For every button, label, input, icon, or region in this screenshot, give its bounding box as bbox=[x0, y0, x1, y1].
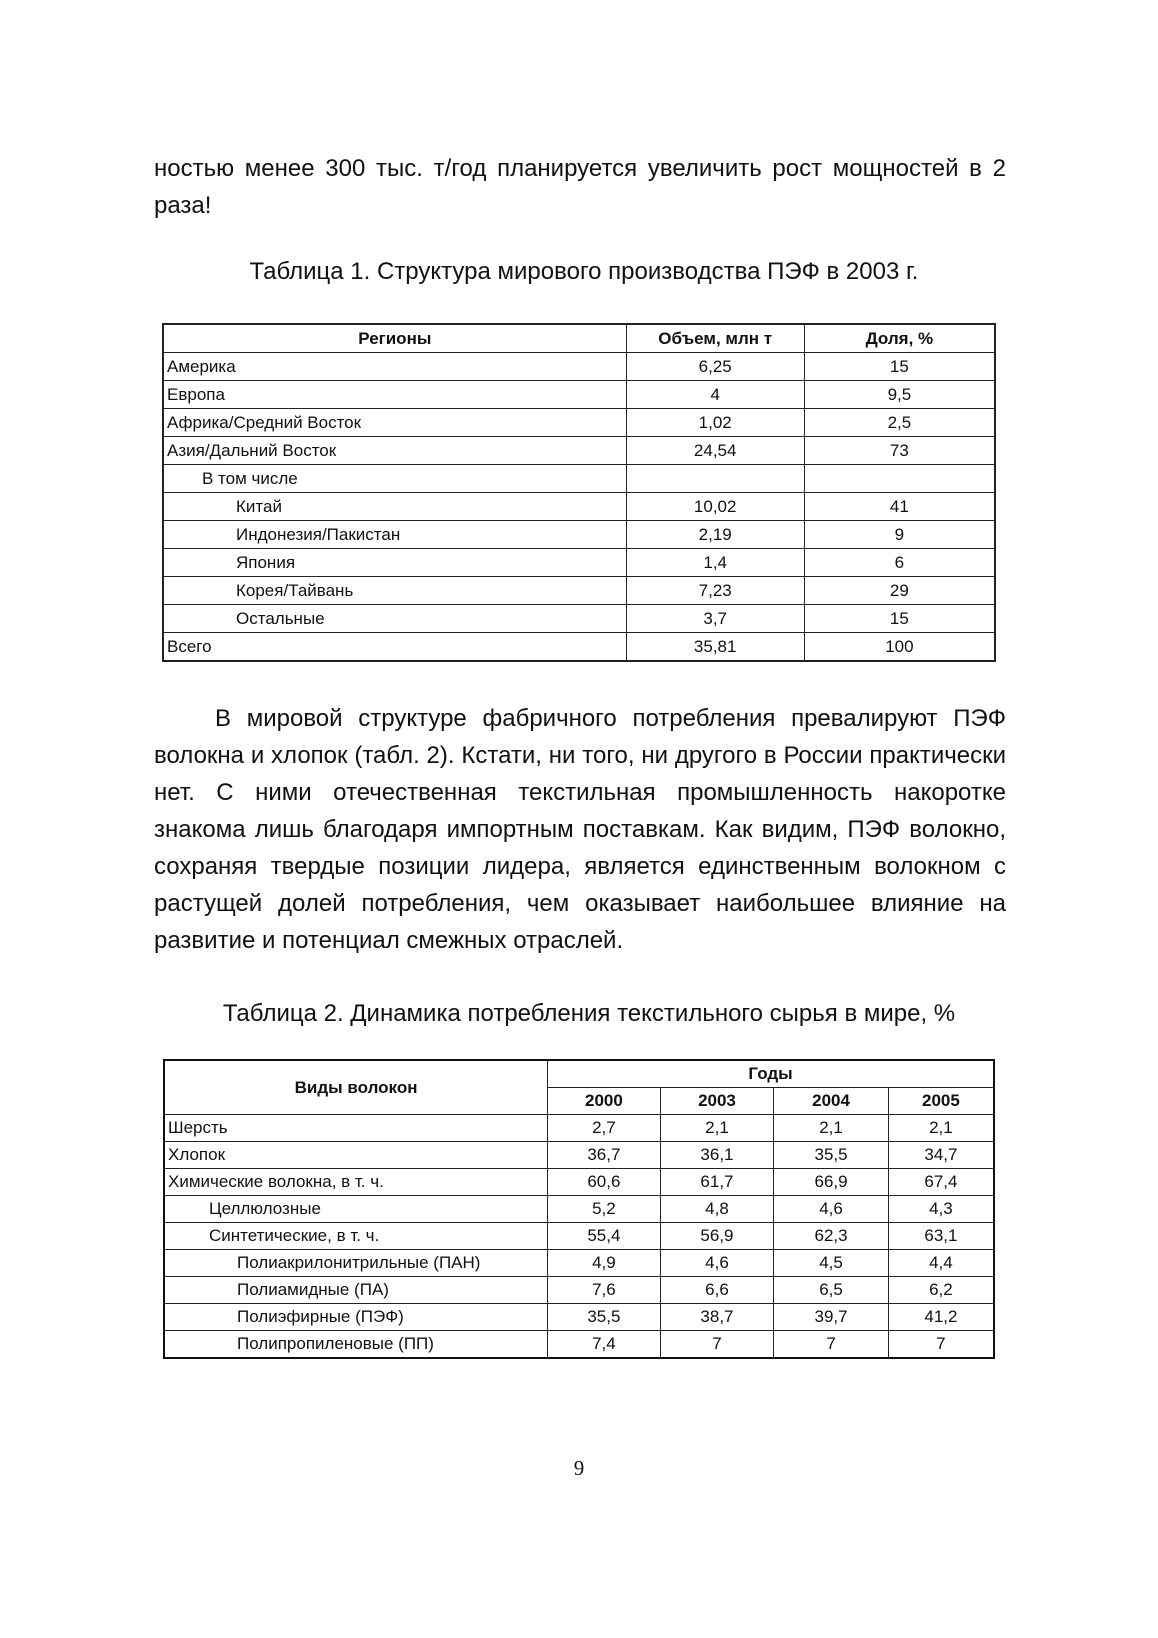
table1-header-row bbox=[163, 324, 995, 353]
value-cell: 7,4 bbox=[548, 1331, 661, 1359]
value-cell: 38,7 bbox=[660, 1304, 774, 1331]
value-cell: 2,1 bbox=[660, 1115, 774, 1142]
volume-cell: 10,02 bbox=[626, 493, 804, 521]
table-row bbox=[163, 493, 995, 521]
table2-header-row bbox=[164, 1060, 994, 1088]
value-cell: 7,6 bbox=[548, 1277, 661, 1304]
value-cell: 4,5 bbox=[774, 1250, 889, 1277]
region-cell: Африка/Средний Восток bbox=[163, 409, 626, 437]
table-row bbox=[163, 353, 995, 381]
table2-caption: Таблица 2. Динамика потребления текстильного сырья в мире, % bbox=[222, 1000, 956, 1027]
region-cell: Корея/Тайвань bbox=[163, 577, 626, 605]
share-cell: 29 bbox=[804, 577, 995, 605]
region-cell: В том числе bbox=[163, 465, 626, 493]
share-cell: 6 bbox=[804, 549, 995, 577]
table-row bbox=[163, 465, 995, 493]
value-cell: 2,7 bbox=[548, 1115, 661, 1142]
value-cell: 61,7 bbox=[660, 1169, 774, 1196]
fiber-name-cell: Целлюлозные bbox=[164, 1196, 548, 1223]
value-cell: 2,1 bbox=[774, 1115, 889, 1142]
fiber-name-cell: Химические волокна, в т. ч. bbox=[164, 1169, 548, 1196]
volume-cell: 7,23 bbox=[626, 577, 804, 605]
volume-cell: 35,81 bbox=[626, 633, 804, 662]
value-cell: 2,1 bbox=[888, 1115, 994, 1142]
value-cell: 6,6 bbox=[660, 1277, 774, 1304]
value-cell: 4,6 bbox=[660, 1250, 774, 1277]
region-cell: Остальные bbox=[163, 605, 626, 633]
region-cell: Всего bbox=[163, 633, 626, 662]
value-cell: 5,2 bbox=[548, 1196, 661, 1223]
table-row bbox=[163, 605, 995, 633]
table-row bbox=[163, 521, 995, 549]
year-header: 2003 bbox=[660, 1088, 774, 1115]
table1-caption: Таблица 1. Структура мирового производства ПЭФ в 2003 г. bbox=[249, 258, 919, 285]
table-row bbox=[164, 1304, 994, 1331]
region-cell: Индонезия/Пакистан bbox=[163, 521, 626, 549]
table-row bbox=[164, 1169, 994, 1196]
volume-cell: 24,54 bbox=[626, 437, 804, 465]
value-cell: 34,7 bbox=[888, 1142, 994, 1169]
table1-header-share: Доля, % bbox=[804, 324, 995, 353]
fiber-name-cell: Шерсть bbox=[164, 1115, 548, 1142]
table-row bbox=[164, 1115, 994, 1142]
year-header: 2005 bbox=[888, 1088, 994, 1115]
table-row bbox=[163, 409, 995, 437]
table2-header-fiber-types: Виды волокон bbox=[164, 1060, 548, 1115]
value-cell: 4,8 bbox=[660, 1196, 774, 1223]
table1-production-structure bbox=[162, 323, 996, 662]
table-row bbox=[163, 437, 995, 465]
value-cell: 62,3 bbox=[774, 1223, 889, 1250]
fiber-name-cell: Хлопок bbox=[164, 1142, 548, 1169]
value-cell: 7 bbox=[774, 1331, 889, 1359]
table-row bbox=[163, 577, 995, 605]
value-cell: 7 bbox=[888, 1331, 994, 1359]
value-cell: 60,6 bbox=[548, 1169, 661, 1196]
share-cell: 41 bbox=[804, 493, 995, 521]
value-cell: 67,4 bbox=[888, 1169, 994, 1196]
value-cell: 63,1 bbox=[888, 1223, 994, 1250]
table-row bbox=[164, 1223, 994, 1250]
volume-cell: 4 bbox=[626, 381, 804, 409]
table-row bbox=[164, 1250, 994, 1277]
value-cell: 4,4 bbox=[888, 1250, 994, 1277]
share-cell: 9 bbox=[804, 521, 995, 549]
main-paragraph: В мировой структуре фабричного потребления превалируют ПЭФ волокна и хлопок (табл. 2). Кстати, ни того, ни другого в России практически нет. С ними отечественная текстильная промышленность накоротке знакома лишь благодаря импортным поставкам. Как видим, ПЭФ волокно, сохраняя твердые позиции лидера, является единственным волокном с растущей долей потребления, чем оказывает наибольшее влияние на развитие и потенциал смежных отраслей. bbox=[154, 705, 1006, 954]
table2-fiber-consumption bbox=[163, 1059, 995, 1359]
value-cell: 6,2 bbox=[888, 1277, 994, 1304]
region-cell: Япония bbox=[163, 549, 626, 577]
fiber-name-cell: Синтетические, в т. ч. bbox=[164, 1223, 548, 1250]
fiber-name-cell: Полиэфирные (ПЭФ) bbox=[164, 1304, 548, 1331]
share-cell: 15 bbox=[804, 353, 995, 381]
table-row bbox=[164, 1331, 994, 1359]
page-number: 9 bbox=[573, 1456, 585, 1480]
region-cell: Китай bbox=[163, 493, 626, 521]
year-header: 2004 bbox=[774, 1088, 889, 1115]
value-cell: 35,5 bbox=[774, 1142, 889, 1169]
table1-header-regions: Регионы bbox=[163, 324, 626, 353]
value-cell: 4,3 bbox=[888, 1196, 994, 1223]
value-cell: 55,4 bbox=[548, 1223, 661, 1250]
fiber-name-cell: Полиакрилонитрильные (ПАН) bbox=[164, 1250, 548, 1277]
volume-cell bbox=[626, 465, 804, 493]
table-row bbox=[164, 1277, 994, 1304]
year-header: 2000 bbox=[548, 1088, 661, 1115]
share-cell: 15 bbox=[804, 605, 995, 633]
region-cell: Америка bbox=[163, 353, 626, 381]
value-cell: 36,7 bbox=[548, 1142, 661, 1169]
fiber-name-cell: Полипропиленовые (ПП) bbox=[164, 1331, 548, 1359]
table-row bbox=[163, 549, 995, 577]
value-cell: 6,5 bbox=[774, 1277, 889, 1304]
volume-cell: 3,7 bbox=[626, 605, 804, 633]
fiber-name-cell: Полиамидные (ПА) bbox=[164, 1277, 548, 1304]
share-cell bbox=[804, 465, 995, 493]
value-cell: 56,9 bbox=[660, 1223, 774, 1250]
value-cell: 35,5 bbox=[548, 1304, 661, 1331]
value-cell: 39,7 bbox=[774, 1304, 889, 1331]
table1-header-volume: Объем, млн т bbox=[626, 324, 804, 353]
table-row bbox=[163, 381, 995, 409]
table-row bbox=[164, 1142, 994, 1169]
table-row-total bbox=[163, 633, 995, 662]
table-row bbox=[164, 1196, 994, 1223]
share-cell: 100 bbox=[804, 633, 995, 662]
volume-cell: 1,02 bbox=[626, 409, 804, 437]
value-cell: 4,9 bbox=[548, 1250, 661, 1277]
value-cell: 7 bbox=[660, 1331, 774, 1359]
value-cell: 36,1 bbox=[660, 1142, 774, 1169]
volume-cell: 1,4 bbox=[626, 549, 804, 577]
region-cell: Азия/Дальний Восток bbox=[163, 437, 626, 465]
volume-cell: 6,25 bbox=[626, 353, 804, 381]
share-cell: 2,5 bbox=[804, 409, 995, 437]
share-cell: 73 bbox=[804, 437, 995, 465]
value-cell: 41,2 bbox=[888, 1304, 994, 1331]
value-cell: 4,6 bbox=[774, 1196, 889, 1223]
value-cell: 66,9 bbox=[774, 1169, 889, 1196]
table2-header-years: Годы bbox=[548, 1060, 994, 1088]
share-cell: 9,5 bbox=[804, 381, 995, 409]
region-cell: Европа bbox=[163, 381, 626, 409]
volume-cell: 2,19 bbox=[626, 521, 804, 549]
intro-paragraph: ностью менее 300 тыс. т/год планируется увеличить рост мощностей в 2 раза! bbox=[154, 155, 1006, 219]
